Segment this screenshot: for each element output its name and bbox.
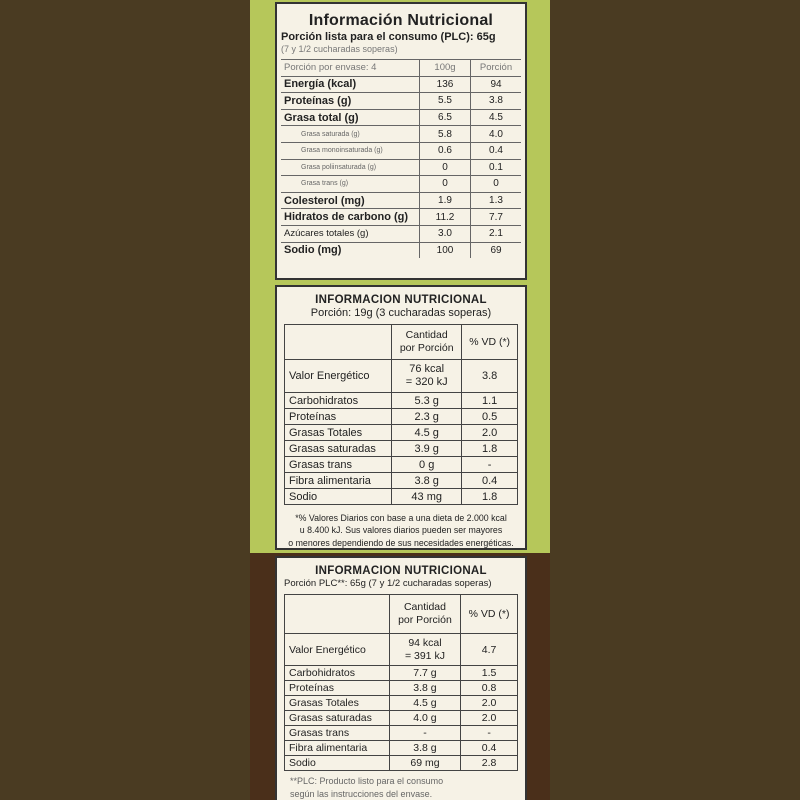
table-row — [281, 76, 521, 93]
nutrient-name: Grasa trans (g) — [281, 176, 420, 193]
column-header-daily-value: % VD (*) — [462, 325, 518, 360]
column-header-amount — [389, 595, 460, 634]
table-row-energy — [285, 634, 518, 666]
table-header-row — [285, 595, 518, 634]
label-title: Información Nutricional — [308, 12, 494, 29]
daily-value: 2.0 — [462, 425, 518, 441]
energy-kcal: 94 kcal — [408, 636, 442, 649]
plc-footnote — [284, 775, 518, 800]
header-amount-line1: Cantidad — [405, 328, 448, 341]
nutrient-name: Grasas Totales — [285, 425, 392, 441]
value-portion: 4.0 — [471, 126, 522, 143]
energy-kj: = 320 kJ — [405, 376, 448, 388]
label-title: INFORMACION NUTRICIONAL — [315, 294, 487, 306]
table-row — [281, 93, 521, 110]
amount: 3.8 g — [389, 741, 460, 756]
table-row — [285, 681, 518, 696]
table-row — [285, 457, 518, 473]
table-row — [285, 741, 518, 756]
nutrient-name: Valor Energético — [285, 360, 392, 393]
table-row — [281, 126, 521, 143]
amount: - — [389, 726, 460, 741]
energy-amount — [392, 360, 462, 393]
value-portion: 2.1 — [471, 225, 522, 242]
nutrient-name: Colesterol (mg) — [281, 192, 420, 209]
daily-value: 0.4 — [462, 473, 518, 489]
table-row — [285, 393, 518, 409]
nutrient-name: Carbohidratos — [285, 393, 392, 409]
daily-value: 0.4 — [461, 741, 518, 756]
column-header-portion: Porción — [471, 60, 522, 77]
energy-kj: = 391 kJ — [404, 649, 445, 662]
daily-value: 0.8 — [461, 681, 518, 696]
value-100g: 11.2 — [420, 209, 471, 226]
nutrient-name: Energía (kcal) — [281, 76, 420, 93]
table-row — [281, 159, 521, 176]
table-row-energy — [285, 360, 518, 393]
table-row — [285, 441, 518, 457]
table-row — [285, 425, 518, 441]
header-blank-cell — [285, 595, 390, 634]
daily-value-footnote — [284, 512, 518, 549]
table-row — [285, 726, 518, 741]
nutrient-name: Grasas Totales — [285, 696, 390, 711]
value-portion: 69 — [471, 242, 522, 258]
table-row — [281, 209, 521, 226]
header-amount-line2: por Porción — [398, 614, 452, 626]
nutrient-name: Carbohidratos — [285, 666, 390, 681]
serving-size: Porción PLC**: 65g (7 y 1/2 cucharadas soperas) — [284, 578, 492, 589]
nutrition-table — [284, 324, 518, 505]
table-row — [285, 489, 518, 505]
table-header-row — [281, 60, 521, 77]
daily-value: 2.0 — [461, 696, 518, 711]
daily-value: - — [462, 457, 518, 473]
table-row — [285, 473, 518, 489]
nutrition-table — [284, 594, 518, 771]
value-100g: 1.9 — [420, 192, 471, 209]
nutrient-name: Grasa monoinsaturada (g) — [281, 142, 420, 159]
nutrient-name: Grasa total (g) — [281, 109, 420, 126]
value-100g: 100 — [420, 242, 471, 258]
amount: 2.3 g — [392, 409, 462, 425]
value-100g: 3.0 — [420, 225, 471, 242]
amount: 4.5 g — [392, 425, 462, 441]
header-amount-line1: Cantidad — [403, 600, 446, 613]
nutrient-name: Fibra alimentaria — [285, 741, 390, 756]
amount: 4.5 g — [389, 696, 460, 711]
column-header-daily-value: % VD (*) — [461, 595, 518, 634]
nutrient-name: Grasa poliinsaturada (g) — [281, 159, 420, 176]
value-100g: 6.5 — [420, 109, 471, 126]
amount: 7.7 g — [389, 666, 460, 681]
value-portion: 3.8 — [471, 93, 522, 110]
table-row — [285, 696, 518, 711]
value-100g: 5.5 — [420, 93, 471, 110]
nutrient-name: Fibra alimentaria — [285, 473, 392, 489]
nutrient-name: Hidratos de carbono (g) — [281, 209, 420, 226]
nutrient-name: Valor Energético — [285, 634, 390, 666]
table-row — [281, 225, 521, 242]
footnote-line: **PLC: Producto listo para el consumo — [290, 776, 444, 786]
nutrient-name: Grasa saturada (g) — [281, 126, 420, 143]
value-portion: 0.4 — [471, 142, 522, 159]
serving-size: Porción lista para el consumo (PLC): 65g — [281, 31, 496, 43]
nutrition-label-3 — [275, 556, 527, 800]
nutrient-name: Sodio — [285, 756, 390, 771]
table-row — [281, 176, 521, 193]
energy-kcal: 76 kcal — [409, 362, 445, 375]
value-100g: 0.6 — [420, 142, 471, 159]
nutrient-name: Proteínas (g) — [281, 93, 420, 110]
daily-value: 2.0 — [461, 711, 518, 726]
nutrient-name: Grasas trans — [285, 726, 390, 741]
amount: 69 mg — [389, 756, 460, 771]
amount: 4.0 g — [389, 711, 460, 726]
nutrient-name: Proteínas — [285, 681, 390, 696]
value-100g: 136 — [420, 76, 471, 93]
table-header-row — [285, 325, 518, 360]
footnote-line: u 8.400 kJ. Sus valores diarios pueden ser mayores — [299, 525, 503, 536]
table-row — [285, 756, 518, 771]
nutrition-table — [281, 59, 521, 258]
table-row — [285, 666, 518, 681]
amount: 5.3 g — [392, 393, 462, 409]
nutrient-name: Sodio (mg) — [281, 242, 420, 258]
nutrient-name: Sodio — [285, 489, 392, 505]
value-100g: 0 — [420, 176, 471, 193]
energy-amount — [389, 634, 460, 666]
value-100g: 0 — [420, 159, 471, 176]
footnote-line: o menores dependiendo de sus necesidades energéticas. — [288, 537, 514, 548]
table-row — [281, 192, 521, 209]
nutrient-name: Proteínas — [285, 409, 392, 425]
servings-per-package: Porción por envase: 4 — [281, 60, 420, 77]
daily-value: 1.5 — [461, 666, 518, 681]
amount: 3.8 g — [392, 473, 462, 489]
serving-note: (7 y 1/2 cucharadas soperas) — [281, 44, 398, 54]
daily-value: 1.8 — [462, 441, 518, 457]
table-row — [281, 142, 521, 159]
footnote-line: *% Valores Diarios con base a una dieta de 2.000 kcal — [295, 513, 507, 523]
daily-value: 1.1 — [462, 393, 518, 409]
value-portion: 1.3 — [471, 192, 522, 209]
table-row — [281, 109, 521, 126]
daily-value: 1.8 — [462, 489, 518, 505]
column-header-100g: 100g — [420, 60, 471, 77]
label-title: INFORMACION NUTRICIONAL — [315, 565, 487, 577]
header-amount-line2: por Porción — [399, 342, 454, 354]
nutrition-label-1 — [275, 2, 527, 280]
value-portion: 94 — [471, 76, 522, 93]
table-row — [281, 242, 521, 258]
amount: 43 mg — [392, 489, 462, 505]
daily-value: 0.5 — [462, 409, 518, 425]
amount: 0 g — [392, 457, 462, 473]
header-blank-cell — [285, 325, 392, 360]
serving-size: Porción: 19g (3 cucharadas soperas) — [310, 307, 492, 319]
nutrient-name: Azúcares totales (g) — [281, 225, 420, 242]
daily-value: - — [461, 726, 518, 741]
value-100g: 5.8 — [420, 126, 471, 143]
table-row — [285, 409, 518, 425]
daily-value: 2.8 — [461, 756, 518, 771]
daily-value: 3.8 — [462, 360, 518, 393]
nutrient-name: Grasas saturadas — [285, 441, 392, 457]
nutrient-name: Grasas saturadas — [285, 711, 390, 726]
nutrition-label-2 — [275, 285, 527, 550]
footnote-line: según las instrucciones del envase. — [290, 788, 433, 799]
value-portion: 0 — [471, 176, 522, 193]
amount: 3.9 g — [392, 441, 462, 457]
table-row — [285, 711, 518, 726]
value-portion: 4.5 — [471, 109, 522, 126]
amount: 3.8 g — [389, 681, 460, 696]
column-header-amount — [392, 325, 462, 360]
daily-value: 4.7 — [461, 634, 518, 666]
nutrient-name: Grasas trans — [285, 457, 392, 473]
value-portion: 7.7 — [471, 209, 522, 226]
value-portion: 0.1 — [471, 159, 522, 176]
